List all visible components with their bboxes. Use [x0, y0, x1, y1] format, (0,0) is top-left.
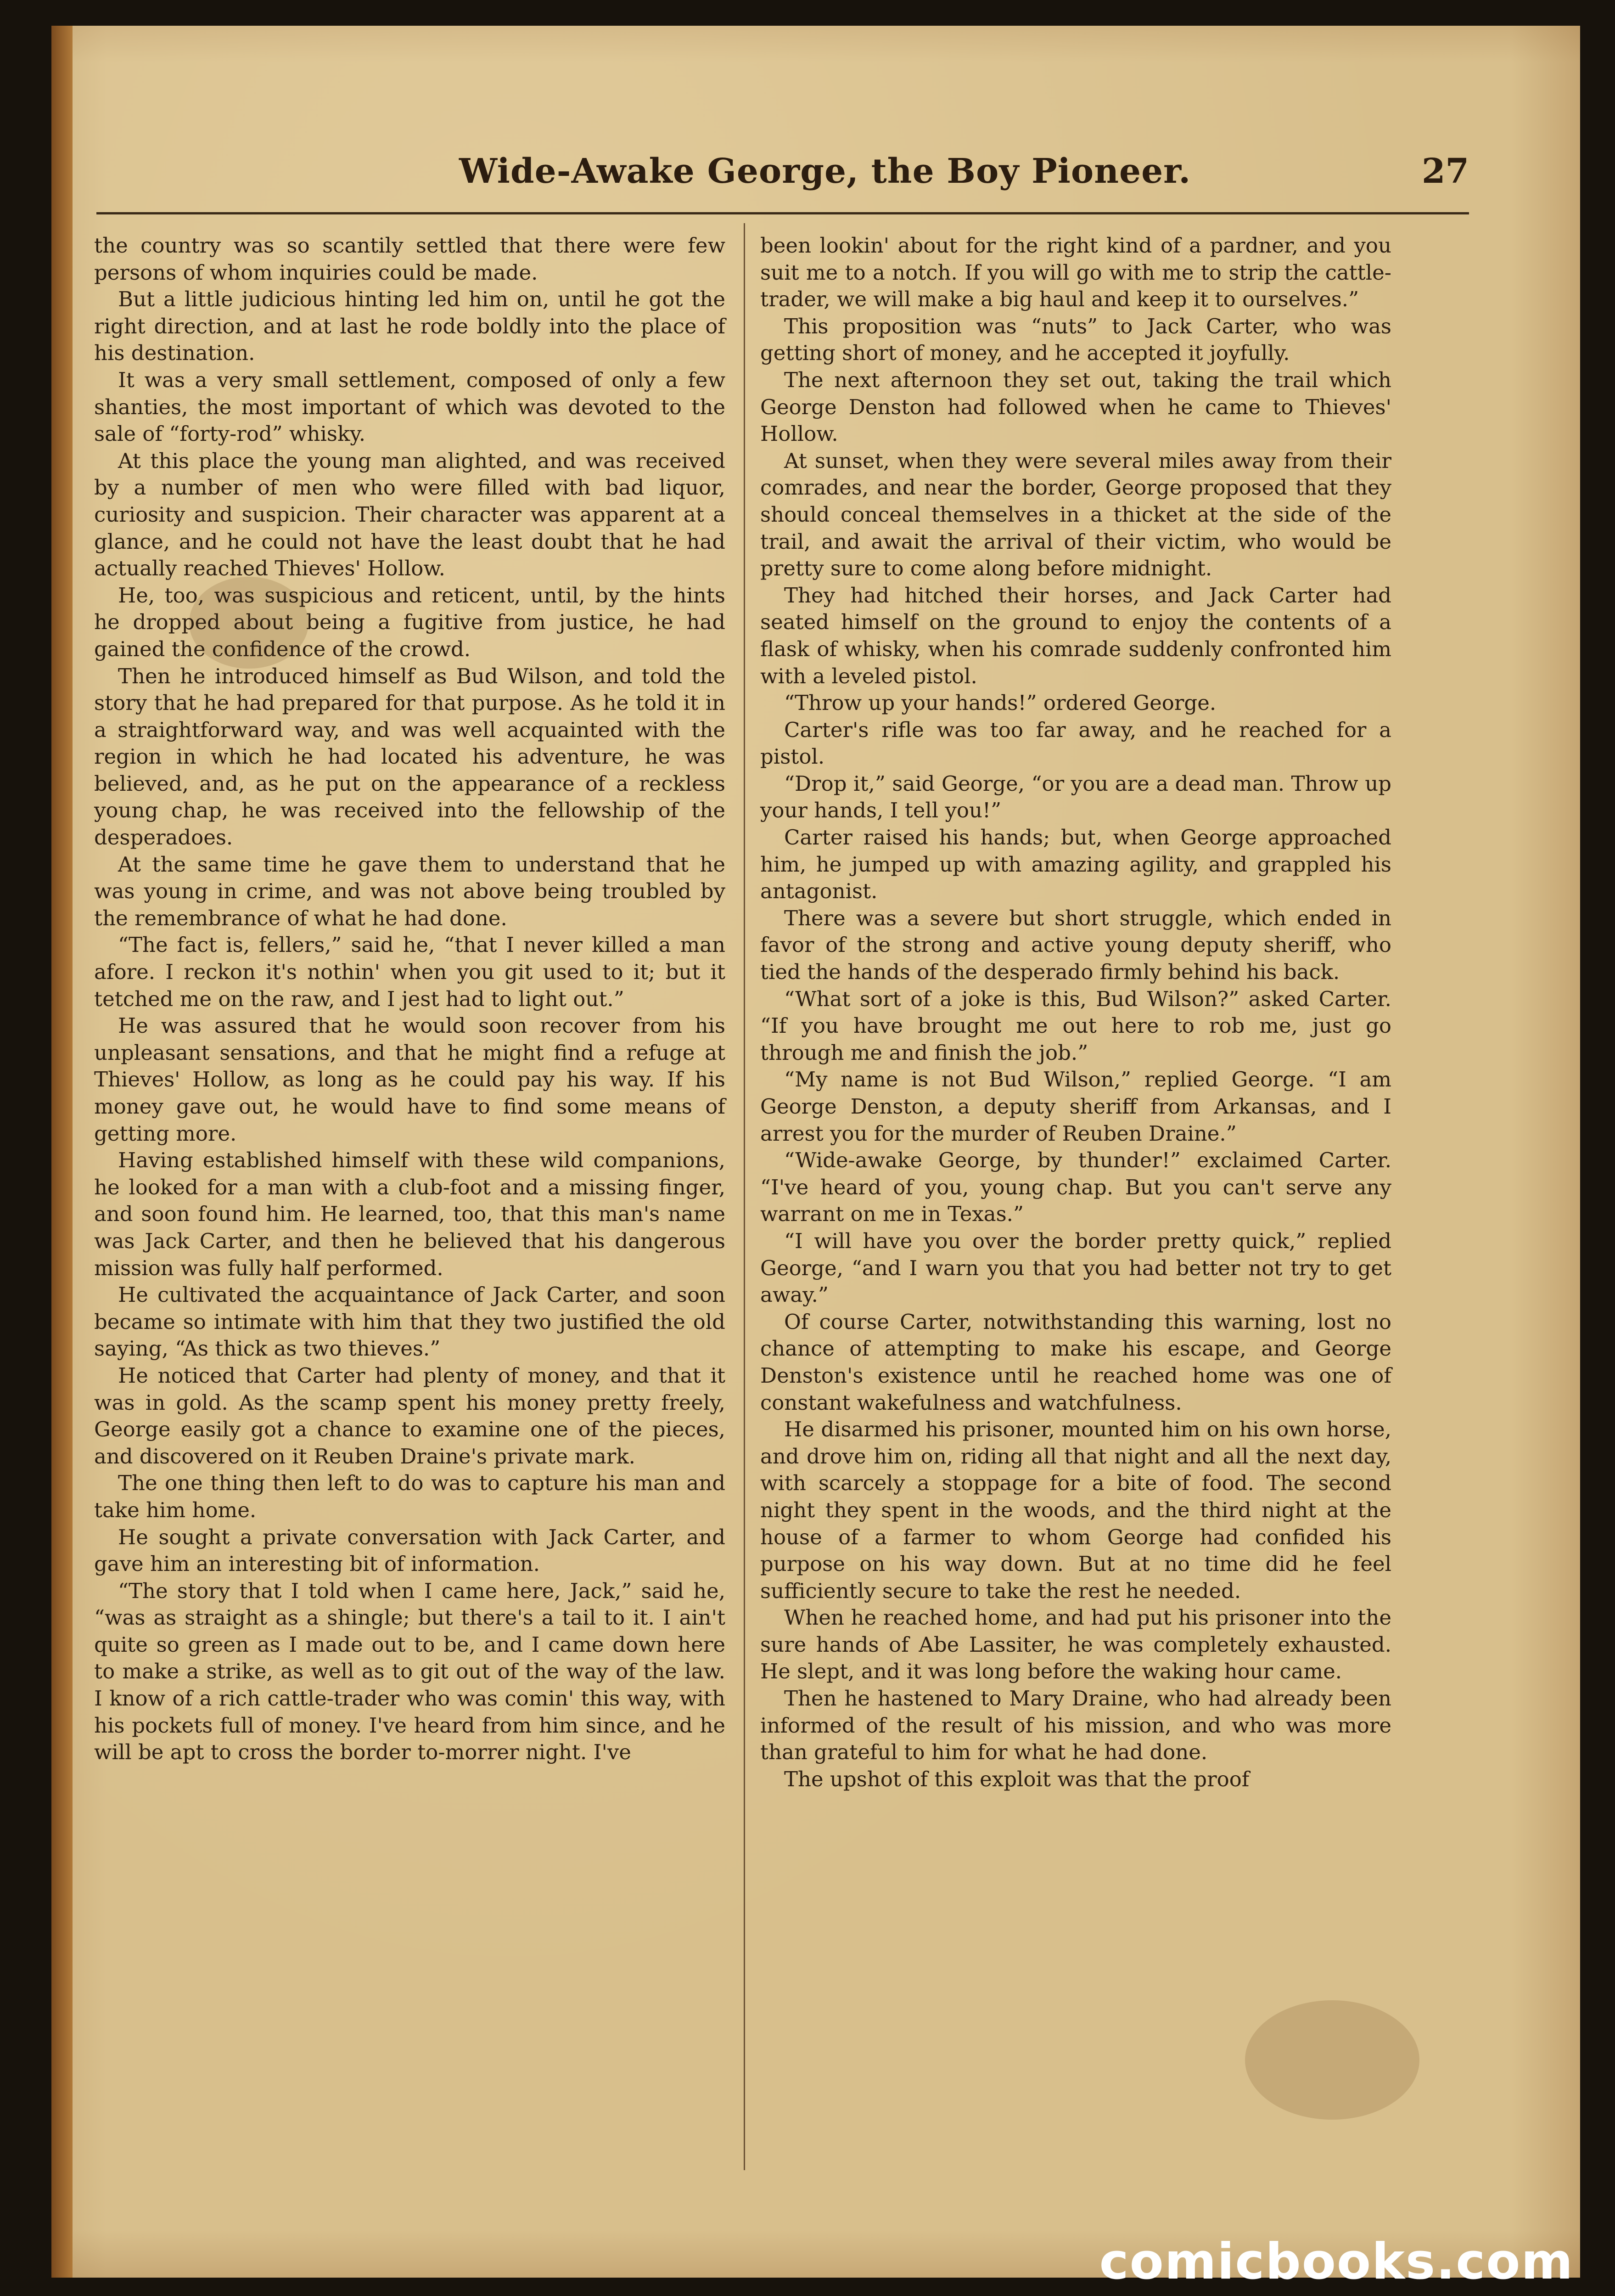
paragraph: “The fact is, fellers,” said he, “that I never killed a man afore. I reckon it's nothin' when you git used to it; but it tetched me on the raw, and I jest had to light out.”	[94, 933, 725, 1011]
paragraph: At sunset, when they were several miles away from their comrades, and near the border, George proposed that they should conceal themselves in a thicket at the side of the trail, and await the arrival of their victim, who would be pretty sure to come along before midnight.	[760, 448, 1391, 581]
paragraph: He disarmed his prisoner, mounted him on his own horse, and drove him on, riding all that night and all the next day, with scarcely a stoppage for a bite of food. The second night they spent in the woods, and the third night at the house of a farmer to whom George had confided his purpose on his way down. But at no time did he feel sufficiently secure to take the rest he needed.	[760, 1417, 1391, 1603]
paragraph: Having established himself with these wild companions, he looked for a man with a club-foot and a missing finger, and soon found him. He learned, too, that this man's name was Jack Carter, and then he believed that his dangerous mission was fully half performed.	[94, 1148, 725, 1280]
running-title: Wide-Awake George, the Boy Pioneer.	[459, 152, 1191, 191]
paragraph: But a little judicious hinting led him on, until he got the right direction, and at last he rode boldly into the place of his destination.	[94, 287, 725, 366]
paragraph: “Throw up your hands!” ordered George.	[784, 691, 1217, 715]
paragraph: This proposition was “nuts” to Jack Carter, who was getting short of money, and he accepted it joyfully.	[760, 314, 1391, 366]
paragraph: The upshot of this exploit was that the proof	[784, 1767, 1250, 1791]
paragraph: the country was so scantily settled that there were few persons of whom inquiries could be made.	[94, 233, 725, 285]
paragraph: The one thing then left to do was to capture his man and take him home.	[94, 1471, 725, 1522]
paragraph: At this place the young man alighted, and was received by a number of men who were filled with bad liquor, curiosity and suspicion. Their character was apparent at a glance, and he could not have the least doubt that he had actually reached Thieves' Hollow.	[94, 448, 725, 581]
left-column	[94, 232, 725, 1766]
paragraph: At the same time he gave them to understand that he was young in crime, and was not above being troubled by the remembrance of what he had done.	[94, 852, 725, 930]
paragraph: There was a severe but short struggle, which ended in favor of the strong and active young deputy sheriff, who tied the hands of the desperado firmly behind his back.	[760, 906, 1391, 985]
header-rule	[96, 212, 1469, 214]
paragraph: He, too, was suspicious and reticent, until, by the hints he dropped about being a fugitive from justice, he had gained the confidence of the crowd.	[94, 583, 725, 661]
paragraph: been lookin' about for the right kind of a pardner, and you suit me to a notch. If you will go with me to strip the cattle-trader, we will make a big haul and keep it to ourselves.”	[760, 233, 1391, 312]
paragraph: “My name is not Bud Wilson,” replied George. “I am George Denston, a deputy sheriff from Arkansas, and I arrest you for the murder of Reuben Draine.”	[760, 1067, 1391, 1146]
page-spine-edge	[51, 26, 73, 2278]
paragraph: Then he introduced himself as Bud Wilson, and told the story that he had prepared for that purpose. As he told it in a straightforward way, and was well acquainted with the region in which he had located his adventure, he was believed, and, as he put on the appearance of a reckless young chap, he was received into the fellowship of the desperadoes.	[94, 664, 725, 850]
paragraph: When he reached home, and had put his prisoner into the sure hands of Abe Lassiter, he was completely exhausted. He slept, and it was long before the waking hour came.	[760, 1605, 1391, 1684]
paragraph: The next afternoon they set out, taking the trail which George Denston had followed when he came to Thieves' Hollow.	[760, 367, 1391, 446]
paragraph: They had hitched their horses, and Jack Carter had seated himself on the ground to enjoy the contents of a flask of whisky, when his comrade suddenly confronted him with a leveled pistol.	[760, 583, 1391, 688]
right-column	[760, 232, 1391, 1793]
page-number: 27	[1422, 152, 1469, 191]
paragraph: Of course Carter, notwithstanding this warning, lost no chance of attempting to make his escape, and George Denston's existence until he reached home was one of constant wakefulness and watchfulness.	[760, 1309, 1391, 1415]
paragraph: Carter raised his hands; but, when George approached him, he jumped up with amazing agility, and grappled his antagonist.	[760, 825, 1391, 904]
paragraph: “The story that I told when I came here, Jack,” said he, “was as straight as a shingle; but there's a tail to it. I ain't quite so green as I made out to be, and I came down here to make a strike, as well as to git out of the way of the law. I know of a rich cattle-trader who was comin' this way, with his pockets full of money. I've heard from him since, and he will be apt to cross the border to-morrer night. I've	[94, 1578, 725, 1765]
column-divider	[744, 223, 745, 2170]
paragraph: Then he hastened to Mary Draine, who had already been informed of the result of his mission, and who was more than grateful to him for what he had done.	[760, 1686, 1391, 1765]
paper-stain	[1245, 2000, 1419, 2120]
paragraph: He sought a private conversation with Jack Carter, and gave him an interesting bit of information.	[94, 1525, 725, 1576]
paragraph: Carter's rifle was too far away, and he reached for a pistol.	[760, 717, 1391, 769]
paragraph: “What sort of a joke is this, Bud Wilson?” asked Carter. “If you have brought me out here to rob me, just go through me and finish the job.”	[760, 986, 1391, 1065]
site-watermark: comicbooks.com	[1099, 2233, 1574, 2290]
running-header	[285, 152, 1469, 202]
paragraph: He was assured that he would soon recover from his unpleasant sensations, and that he might find a refuge at Thieves' Hollow, as long as he could pay his way. If his money gave out, he would have to find some means of getting more.	[94, 1013, 725, 1146]
paragraph: “Drop it,” said George, “or you are a dead man. Throw up your hands, I tell you!”	[760, 771, 1391, 823]
paragraph: He cultivated the acquaintance of Jack Carter, and soon became so intimate with him that they two justified the old saying, “As thick as two thieves.”	[94, 1283, 725, 1361]
paragraph: “Wide-awake George, by thunder!” exclaimed Carter. “I've heard of you, young chap. But you can't serve any warrant on me in Texas.”	[760, 1148, 1391, 1227]
paragraph: “I will have you over the border pretty quick,” replied George, “and I warn you that you had better not try to get away.”	[760, 1228, 1391, 1307]
paragraph: It was a very small settlement, composed of only a few shanties, the most important of which was devoted to the sale of “forty-rod” whisky.	[94, 367, 725, 446]
paragraph: He noticed that Carter had plenty of money, and that it was in gold. As the scamp spent his money pretty freely, George easily got a chance to examine one of the pieces, and discovered on it Reuben Draine's private mark.	[94, 1363, 725, 1469]
